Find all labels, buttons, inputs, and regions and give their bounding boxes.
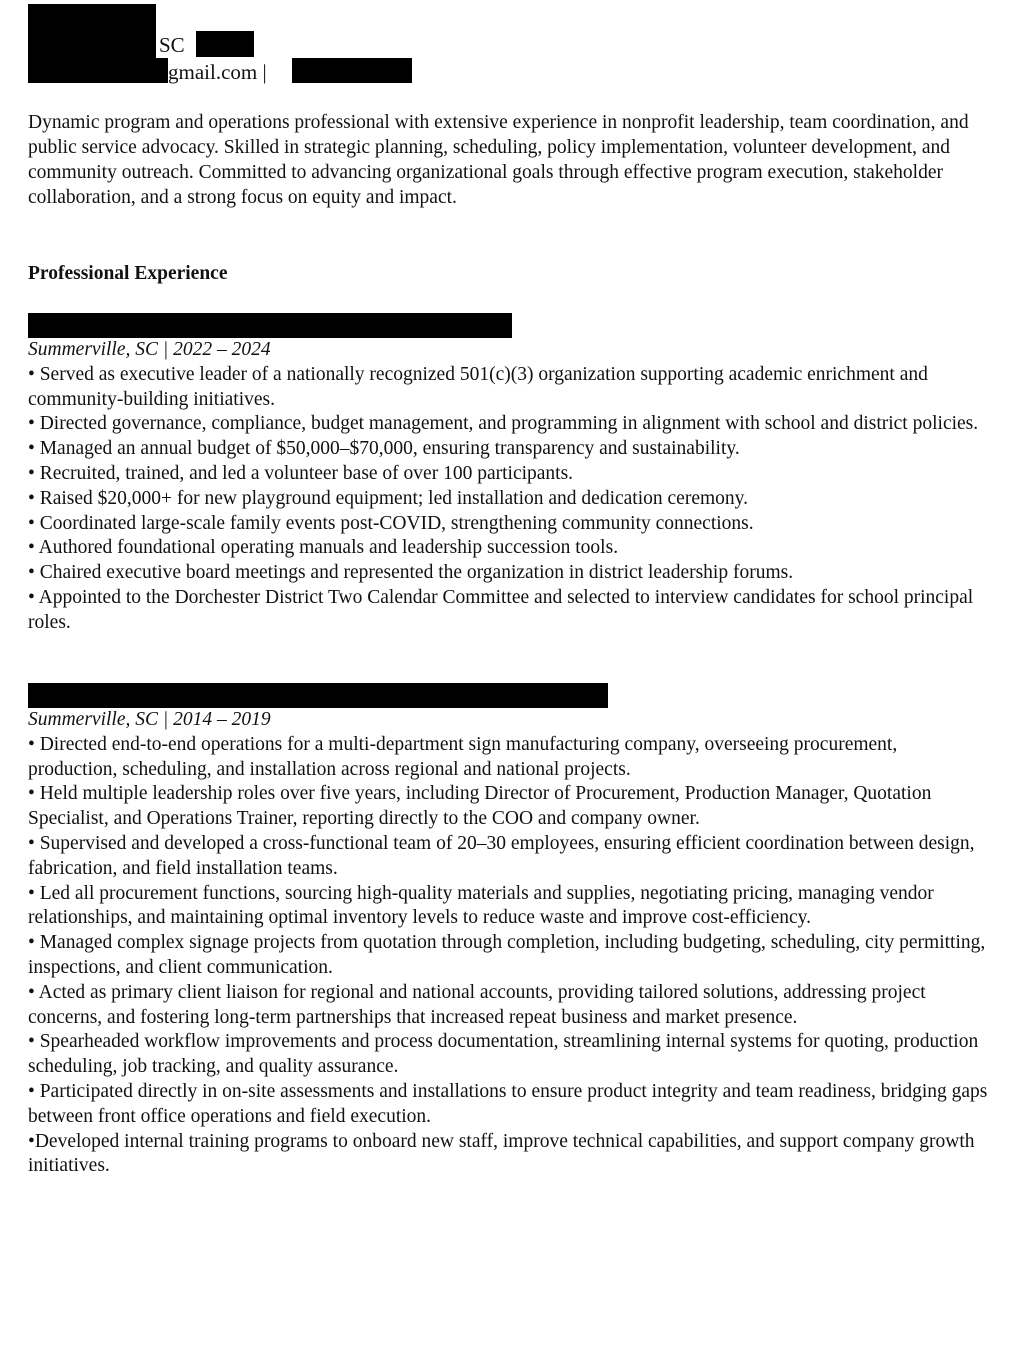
- job-bullet: • Supervised and developed a cross-functional team of 20–30 employees, ensuring efficient coordination between design, fabrication, and field installation teams.: [28, 832, 975, 879]
- job-bullet: • Directed governance, compliance, budget management, and programming in alignment with school and district policies.: [28, 413, 979, 435]
- job-entry-1: [28, 338, 988, 636]
- header-location-suffix: SC: [159, 33, 185, 57]
- job-bullet: • Led all procurement functions, sourcing high-quality materials and supplies, negotiating pricing, managing vendor relationships, and maintaining optimal inventory levels to reduce waste and improve cost-efficiency.: [28, 882, 934, 929]
- job-bullet: • Raised $20,000+ for new playground equipment; led installation and dedication ceremony.: [28, 487, 749, 509]
- job-bullet: • Authored foundational operating manuals and leadership succession tools.: [28, 537, 619, 559]
- job-entry-2: [28, 708, 988, 1179]
- header-email-suffix: gmail.com |: [168, 60, 267, 84]
- job-bullet: • Chaired executive board meetings and represented the organization in district leadership forums.: [28, 562, 794, 584]
- professional-summary: Dynamic program and operations professional with extensive experience in nonprofit leadership, team coordination, and public service advocacy. Skilled in strategic planning, scheduling, policy implementation, volunteer development, and community outreach. Committed to advancing organizational goals through effective program execution, stakeholder collaboration, and a strong focus on equity and impact.: [28, 112, 969, 208]
- job-bullet: • Directed end-to-end operations for a multi-department sign manufacturing company, overseeing procurement, production, scheduling, and installation across regional and national projects.: [28, 733, 898, 780]
- redacted-phone: [292, 58, 412, 83]
- redacted-job-title-1: [28, 313, 512, 338]
- job-bullet: • Held multiple leadership roles over five years, including Director of Procurement, Production Manager, Quotation Specialist, and Operations Trainer, reporting directly to the COO and company owner.: [28, 783, 932, 830]
- job-meta-1: Summerville, SC | 2022 – 2024: [28, 339, 271, 360]
- job-bullet: • Recruited, trained, and led a volunteer base of over 100 participants.: [28, 462, 574, 484]
- job-bullet: • Participated directly in on-site assessments and installations to ensure product integrity and team readiness, bridging gaps between front office operations and field execution.: [28, 1080, 988, 1127]
- redacted-email-user: [28, 58, 168, 83]
- redacted-name: [28, 4, 156, 58]
- job-bullet: • Acted as primary client liaison for regional and national accounts, providing tailored solutions, addressing project concerns, and fostering long-term partnerships that increased repeat business and market presence.: [28, 981, 926, 1028]
- job-bullet: • Managed complex signage projects from quotation through completion, including budgeting, scheduling, city permitting, inspections, and client communication.: [28, 932, 986, 978]
- section-title-experience: Professional Experience: [28, 263, 228, 284]
- redacted-location-detail: [196, 31, 254, 57]
- job-bullet: • Managed an annual budget of $50,000–$70,000, ensuring transparency and sustainability.: [28, 438, 740, 460]
- job-bullet: • Coordinated large-scale family events post-COVID, strengthening community connections.: [28, 512, 754, 534]
- job-bullet: • Appointed to the Dorchester District Two Calendar Committee and selected to interview candidates for school principal roles.: [28, 586, 974, 633]
- job-bullets-2: [28, 733, 988, 1179]
- job-bullet: • Served as executive leader of a nationally recognized 501(c)(3) organization supporting academic enrichment and community-building initiatives.: [28, 363, 928, 410]
- job-meta-2: Summerville, SC | 2014 – 2019: [28, 709, 271, 730]
- job-bullet: •Developed internal training programs to onboard new staff, improve technical capabilities, and support company growth initiatives.: [28, 1130, 975, 1177]
- redacted-job-title-2: [28, 683, 608, 708]
- job-bullet: • Spearheaded workflow improvements and process documentation, streamlining internal systems for quoting, production scheduling, job tracking, and quality assurance.: [28, 1031, 979, 1078]
- job-bullets-1: [28, 363, 988, 636]
